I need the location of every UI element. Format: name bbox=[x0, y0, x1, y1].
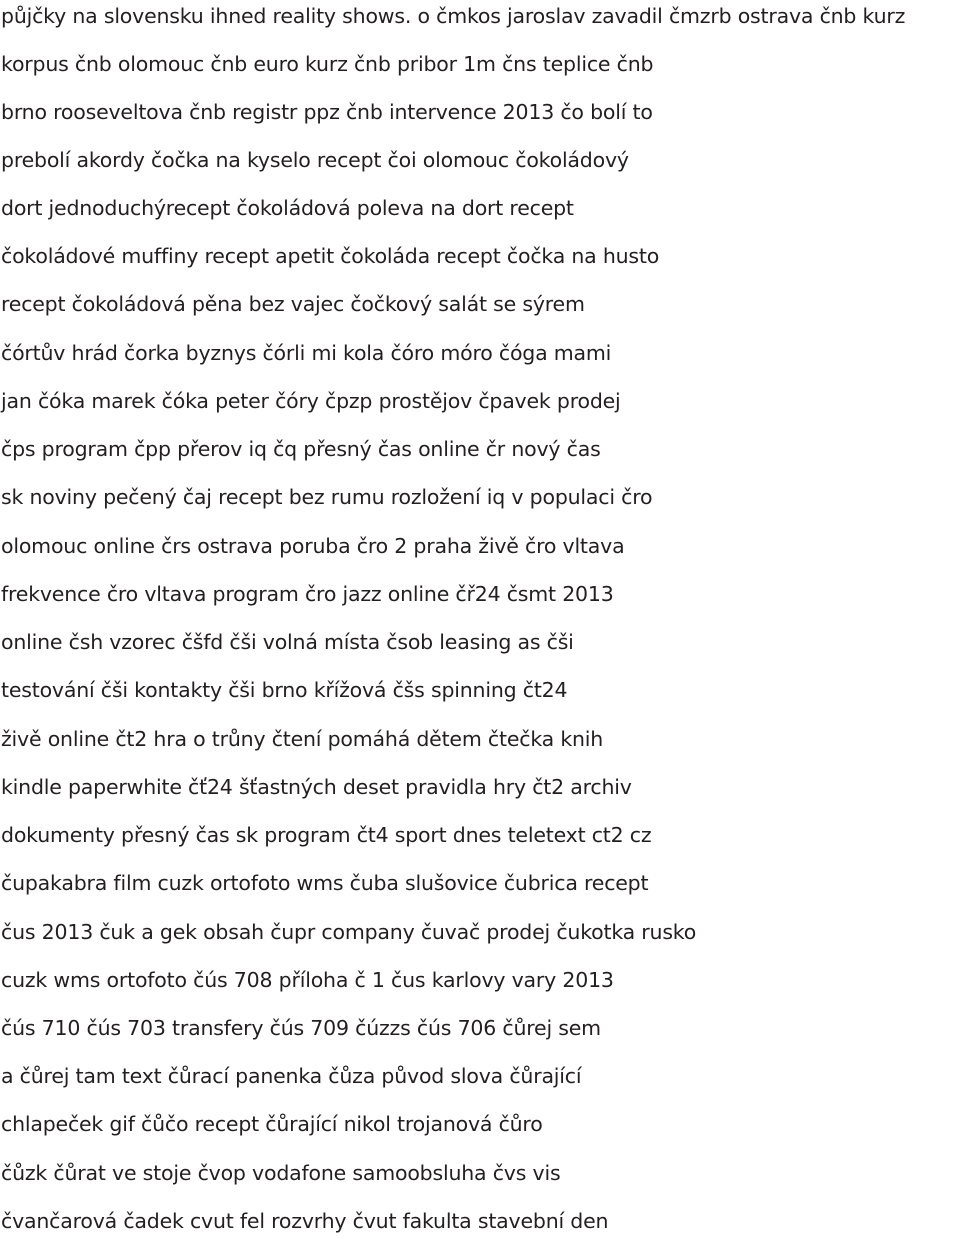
text-line: chlapeček gif čůčo recept čůrající nikol trojanová čůro bbox=[1, 1112, 543, 1136]
text-line: dokumenty přesný čas sk program čt4 sport dnes teletext ct2 cz bbox=[1, 823, 652, 847]
text-line: čús 710 čús 703 transfery čús 709 čúzzs čús 706 čůrej sem bbox=[1, 1016, 601, 1040]
text-line: online čsh vzorec čšfd čši volná místa čsob leasing as čši bbox=[1, 630, 574, 654]
text-line: kindle paperwhite čť24 šťastných deset pravidla hry čt2 archiv bbox=[1, 775, 632, 799]
text-line: brno rooseveltova čnb registr ppz čnb intervence 2013 čo bolí to bbox=[1, 100, 653, 124]
text-line: čvančarová čadek cvut fel rozvrhy čvut fakulta stavební den bbox=[1, 1209, 609, 1233]
text-line: čůzk čůrat ve stoje čvop vodafone samoobsluha čvs vis bbox=[1, 1161, 561, 1185]
text-line: olomouc online črs ostrava poruba čro 2 praha živě čro vltava bbox=[1, 534, 625, 558]
text-line: půjčky na slovensku ihned reality shows. o čmkos jaroslav zavadil čmzrb ostrava čnb kurz bbox=[1, 4, 906, 28]
text-line: čus 2013 čuk a gek obsah čupr company čuvač prodej čukotka rusko bbox=[1, 920, 697, 944]
text-line: jan čóka marek čóka peter čóry čpzp prostějov čpavek prodej bbox=[1, 389, 621, 413]
text-line: cuzk wms ortofoto čús 708 příloha č 1 čus karlovy vary 2013 bbox=[1, 968, 614, 992]
text-line: čupakabra film cuzk ortofoto wms čuba slušovice čubrica recept bbox=[1, 871, 649, 895]
text-line: prebolí akordy čočka na kyselo recept čoi olomouc čokoládový bbox=[1, 148, 629, 172]
text-line: dort jednoduchýrecept čokoládová poleva na dort recept bbox=[1, 196, 574, 220]
text-line: frekvence čro vltava program čro jazz online čř24 čsmt 2013 bbox=[1, 582, 614, 606]
text-line: čps program čpp přerov iq čq přesný čas online čr nový čas bbox=[1, 437, 601, 461]
text-line: sk noviny pečený čaj recept bez rumu rozložení iq v populaci čro bbox=[1, 485, 653, 509]
text-line: čokoládové muffiny recept apetit čokoláda recept čočka na husto bbox=[1, 244, 660, 268]
text-line: čórtův hrád čorka byznys čórli mi kola čóro móro čóga mami bbox=[1, 341, 612, 365]
text-line: živě online čt2 hra o trůny čtení pomáhá dětem čtečka knih bbox=[1, 727, 604, 751]
text-line: testování čši kontakty čši brno křížová čšs spinning čt24 bbox=[1, 678, 568, 702]
text-line: recept čokoládová pěna bez vajec čočkový salát se sýrem bbox=[1, 292, 585, 316]
text-line: korpus čnb olomouc čnb euro kurz čnb pribor 1m čns teplice čnb bbox=[1, 52, 654, 76]
text-line: a čůrej tam text čůrací panenka čůza původ slova čůrající bbox=[1, 1064, 582, 1088]
